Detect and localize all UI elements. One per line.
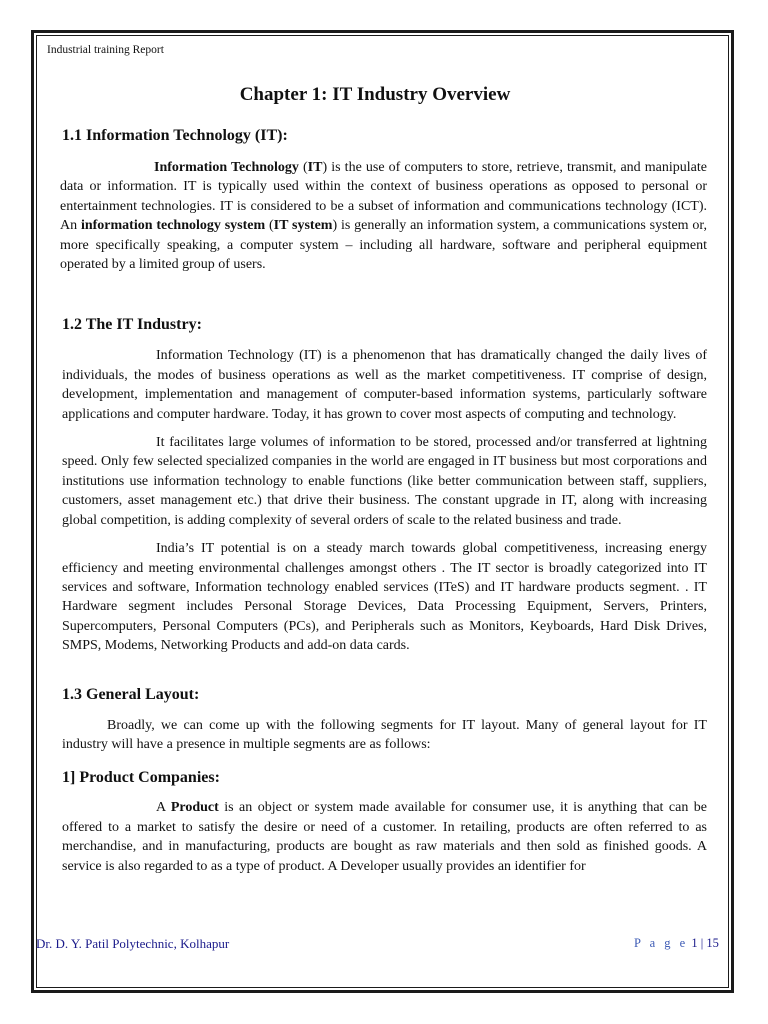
section-1-2-paragraph-3: India’s IT potential is on a steady march towards global competitiveness, increasing energy efficiency and meeting environmental challenges amongst others . The IT sector is broadly categorized into IT services and software, Information technology enabled services (ITeS) and IT hardware products segment. . IT Hardware segment includes Personal Storage Devices, Data Processing Equipment, Servers, Printers, Supercomputers, Personal Computers (PCs), and Peripherals such as Monitors, Keyboards, Hard Disk Drives, SMPS, Modems, Networking Products and add-on data cards.: [62, 541, 707, 654]
term-it: IT: [307, 160, 323, 175]
term-product: Product: [170, 800, 219, 816]
section-heading-1-1: 1.1 Information Technology (IT):: [62, 127, 288, 144]
page-content: [62, 126, 707, 876]
section-1-3-paragraph: Broadly, we can come up with the following segments for IT layout. Many of general layout for IT industry will have a presence in multiple segments are as follows:: [62, 717, 707, 752]
chapter-title: Chapter 1: IT Industry Overview: [239, 84, 511, 105]
term-information-technology: Information Technology: [154, 160, 299, 175]
subsection-heading-product-companies: 1] Product Companies:: [62, 769, 220, 787]
term-it-system-full: information technology system: [80, 218, 266, 234]
section-1-2-paragraph-1: Information Technology (IT) is a phenomenon that has dramatically changed the daily lives of individuals, the modes of business operations as well as the market competitiveness. IT comprise of design, development, implementation and management of computer-based information systems, particularly software applications and computer hardware. Today, it has grown to cover most aspects of computing and technology.: [62, 348, 707, 422]
running-header: Industrial training Report: [47, 44, 164, 56]
section-heading-1-2: 1.2 The IT Industry:: [62, 316, 202, 334]
footer-page-number: [634, 936, 719, 951]
term-it-system: IT system: [273, 218, 333, 234]
product-companies-paragraph: A Product is an object or system made available for consumer use, it is anything that can be offered to a market to satisfy the desire or need of a customer. In retailing, products are often referred to as merchandise, and in manufacturing, products are bought as raw materials and then sold as finished goods. A service is also regarded to as a type of product. A Developer usually provides an identifier for: [62, 800, 708, 874]
footer-institution: Dr. D. Y. Patil Polytechnic, Kolhapur: [36, 936, 230, 951]
section-1-1-paragraph: Information Technology (IT) is the use of computers to store, retrieve, transmit, and manipulate data or information. IT is typically used within the context of business operations as opposed to personal or entertainment technologies. IT is considered to be a subset of information and communications technology (ICT). An information technology system (IT system) is generally an information system, a communications system or, more specifically speaking, a computer system – including all hardware, software and peripheral equipment operated by a limited group of users.: [60, 160, 708, 273]
footer-page-label: P a g e: [634, 936, 689, 950]
footer-page-count: 1 | 15: [691, 936, 719, 950]
section-heading-1-3: 1.3 General Layout:: [62, 685, 200, 703]
section-1-2-paragraph-2: It facilitates large volumes of information to be stored, processed and/or transferred at lightning speed. Only few selected specialized companies in the world are engaged in IT business but most corporations and institutions use information technology to enable functions (like better communication between staff, suppliers, customers, asset management etc.) that drive their business. The constant upgrade in IT, along with increasing global competition, is adding complexity of several orders of scale to the related business and trade.: [62, 435, 707, 528]
